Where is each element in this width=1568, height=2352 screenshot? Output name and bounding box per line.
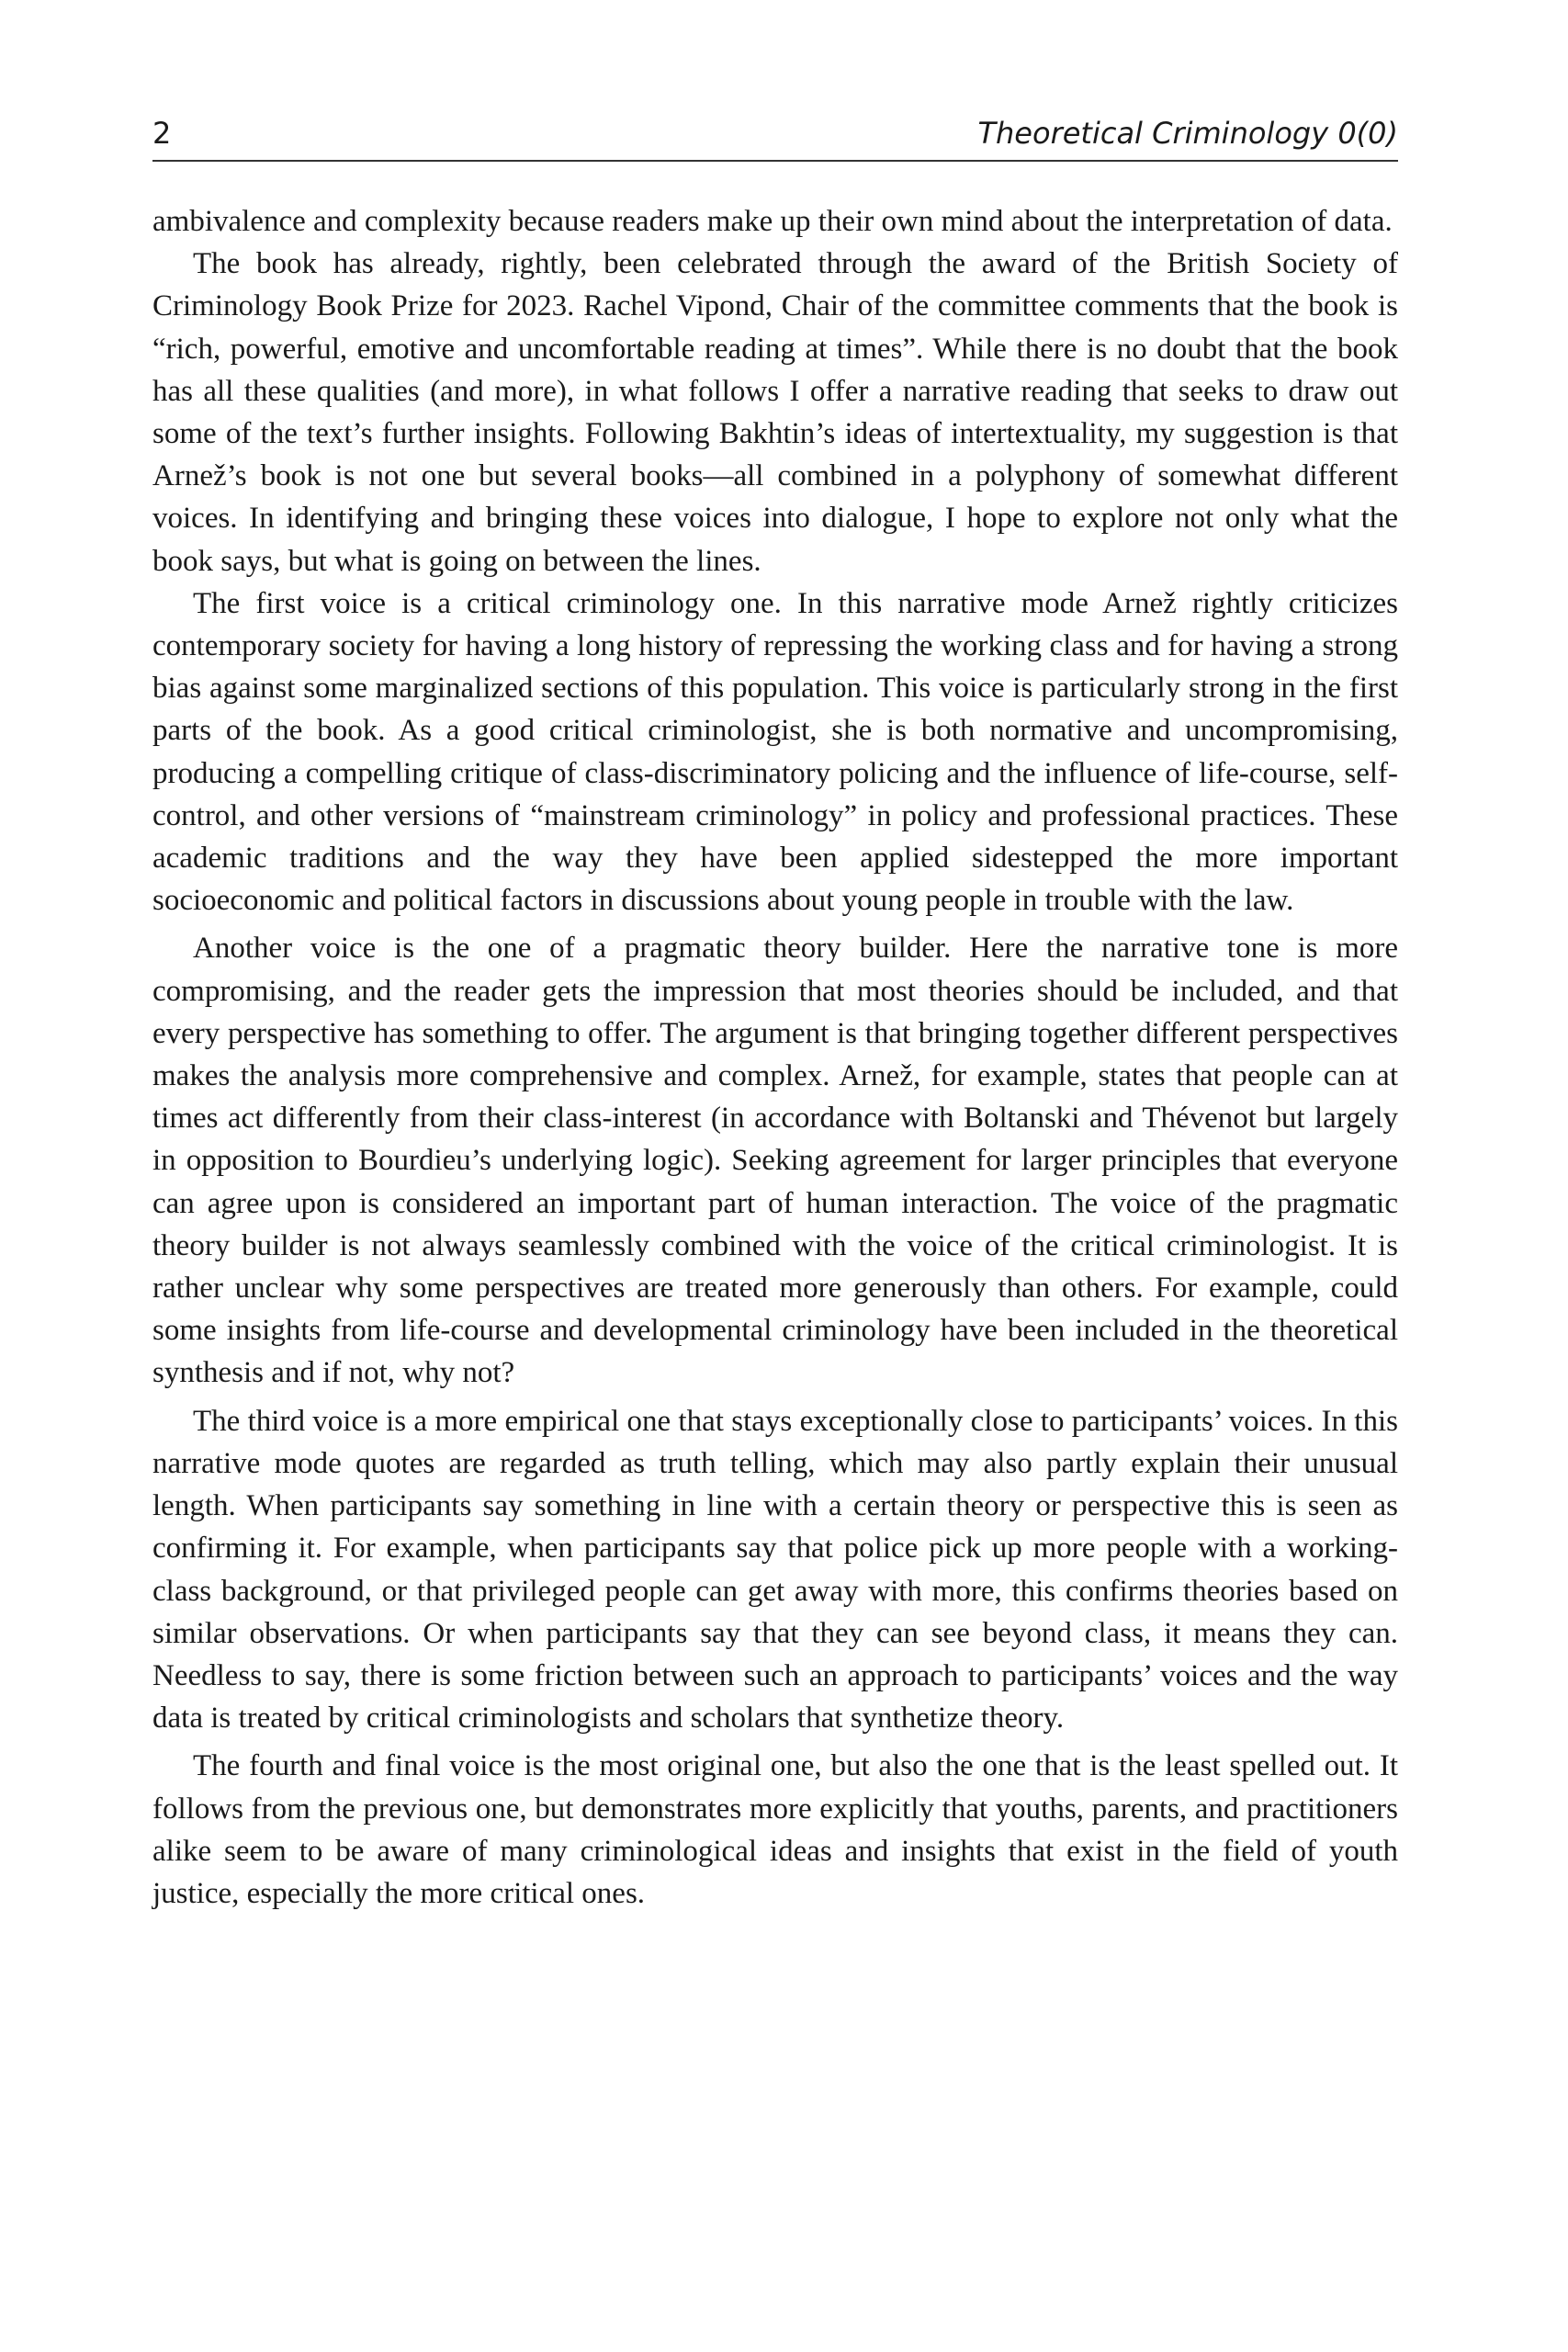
running-head bbox=[152, 108, 1398, 162]
article-body bbox=[152, 200, 1398, 1915]
paragraph-continued: ambivalence and complexity because readers make up their own mind about the interpretation of data. bbox=[152, 205, 1393, 238]
paragraph-book-prize: The book has already, rightly, been celebrated through the award of the British Society of Criminology Book Prize for 2023. Rachel Vipond, Chair of the committee comments that the book is “rich, powerful, emotive and uncomfortable reading at times”. While there is no doubt that the book has all these qualities (and more), in what follows I offer a narrative reading that seeks to draw out some of the text’s further insights. Following Bakhtin’s ideas of intertextuality, my suggestion is that Arnež’s book is not one but several books—all combined in a polyphony of somewhat different voices. In identifying and bringing these voices into dialogue, I hope to explore not only what the book says, but what is going on between the lines. bbox=[152, 247, 1398, 578]
paragraph-fourth-voice: The fourth and final voice is the most original one, but also the one that is the least spelled out. It follows from the previous one, but demonstrates more explicitly that youths, parents, and practitioners alike seem to be aware of many criminological ideas and insights that exist in the field of youth justice, especially the more critical ones. bbox=[152, 1749, 1398, 1910]
journal-title: Theoretical Criminology 0(0) bbox=[977, 116, 1398, 151]
paragraph-first-voice: The first voice is a critical criminology one. In this narrative mode Arnež rightly criticizes contemporary society for having a long history of repressing the working class and for having a strong bias against some marginalized sections of this population. This voice is particularly strong in the first parts of the book. As a good critical criminologist, she is both normative and uncompromising, producing a compelling critique of class-discriminatory policing and the influence of life-course, self-control, and other versions of “mainstream criminology” in policy and professional practices. These academic traditions and the way they have been applied sidestepped the more important socioeconomic and political factors in discussions about young people in trouble with the law. bbox=[152, 586, 1398, 918]
paragraph-second-voice: Another voice is the one of a pragmatic theory builder. Here the narrative tone is more compromising, and the reader gets the impression that most theories should be included, and that every perspective has something to offer. The argument is that bringing together different perspectives makes the analysis more comprehensive and complex. Arnež, for example, states that people can at times act differently from their class-interest (in accordance with Boltanski and Thévenot but largely in opposition to Bourdieu’s underlying logic). Seeking agreement for larger principles that everyone can agree upon is considered an important part of human interaction. The voice of the pragmatic theory builder is not always seamlessly combined with the voice of the critical criminologist. It is rather unclear why some perspectives are treated more generously than others. For example, could some insights from life-course and developmental criminology have been included in the theoretical synthesis and if not, why not? bbox=[152, 932, 1398, 1390]
page-number: 2 bbox=[152, 116, 172, 151]
paragraph-third-voice: The third voice is a more empirical one that stays exceptionally close to participants’ voices. In this narrative mode quotes are regarded as truth telling, which may also partly explain their unusual length. When participants say something in line with a certain theory or perspective this is seen as confirming it. For example, when participants say that police pick up more people with a working-class background, or that privileged people can get away with more, this confirms theories based on similar observations. Or when participants say that they can see beyond class, it means they can. Needless to say, there is some friction between such an approach to participants’ voices and the way data is treated by critical criminologists and scholars that synthetize theory. bbox=[152, 1404, 1398, 1736]
